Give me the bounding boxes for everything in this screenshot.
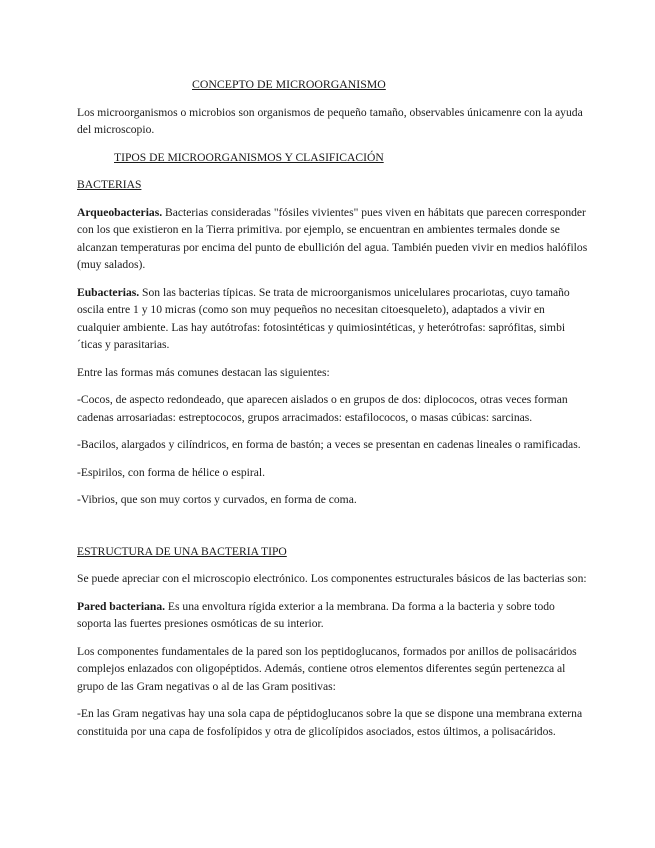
arqueobacterias-text: Bacterias consideradas "fósiles vivientes" pues viven en hábitats que parecen corresponder con los que existieron en la Tierra primitiva. por ejemplo, se encuentran en ambientes termales donde se alcanzan temperaturas por encima del punto de ebullición del agua. También pueden vivir en medios halófilos (muy salados). <box>77 205 588 271</box>
intro-paragraph: Los microorganismos o microbios son organismos de pequeño tamaño, observables únicamenre con la ayuda del microscopio. <box>77 105 583 136</box>
espirilos-paragraph: -Espirilos, con forma de hélice o espiral. <box>77 465 266 479</box>
section-subtitle: TIPOS DE MICROORGANISMOS Y CLASIFICACIÓN <box>114 150 384 164</box>
eubacterias-text: Son las bacterias típicas. Se trata de microorganismos unicelulares procariotas, cuyo tamaño oscila entre 1 y 10 micras (como son muy pequeños no necesitan citoesqueleto), adaptados a vivir en cualquier ambiente. Las hay autótrofas: fotosintéticas y quimiosintéticas, y heterótrofas: saprófitas, simbi ´ticas y parasitarias. <box>77 285 570 351</box>
eubacterias-term: Eubacterias. <box>77 285 140 299</box>
forms-intro-paragraph: Entre las formas más comunes destacan las siguientes: <box>77 365 330 379</box>
vibrios-paragraph: -Vibrios, que son muy cortos y curvados, en forma de coma. <box>77 493 357 506</box>
section-heading-estructura: ESTRUCTURA DE UNA BACTERIA TIPO <box>77 544 287 558</box>
gram-negativas-paragraph: -En las Gram negativas hay una sola capa de péptidoglucanos sobre la que se dispone una membrana externa constituida por una capa de fosfolípidos y otra de glicolípidos asociados, estos últimos, a polisacáridos. <box>77 707 583 738</box>
pared-componentes-paragraph: Los componentes fundamentales de la pared son los peptidoglucanos, formados por anillos de polisacáridos complejos enlazados con oligopéptidos. Además, contiene otros elementos diferentes según pertenezca al grupo de las Gram negativas o al de las Gram positivas: <box>77 644 577 693</box>
eubacterias-paragraph <box>77 284 589 354</box>
pared-term: Pared bacteriana. <box>77 599 166 613</box>
pared-paragraph <box>77 598 589 633</box>
section-heading-bacterias: BACTERIAS <box>77 178 142 191</box>
arqueobacterias-term: Arqueobacterias. <box>77 205 163 219</box>
estructura-intro-paragraph: Se puede apreciar con el microscopio electrónico. Los componentes estructurales básicos de las bacterias son: <box>77 572 587 585</box>
cocos-paragraph: -Cocos, de aspecto redondeado, que aparecen aislados o en grupos de dos: diplococos, otras veces forman cadenas arrosariadas: estreptococos, grupos arracimados: estafilococos, o masas cúbicas: sarcinas. <box>77 393 568 424</box>
arqueobacterias-paragraph <box>77 204 589 274</box>
document-page <box>77 76 589 750</box>
pared-text: Es una envoltura rígida exterior a la membrana. Da forma a la bacteria y sobre todo soporta las fuertes presiones osmóticas de su interior. <box>77 599 555 630</box>
bacilos-paragraph: -Bacilos, alargados y cilíndricos, en forma de bastón; a veces se presentan en cadenas lineales o ramificadas. <box>77 438 581 451</box>
document-title: CONCEPTO DE MICROORGANISMO <box>192 77 386 91</box>
